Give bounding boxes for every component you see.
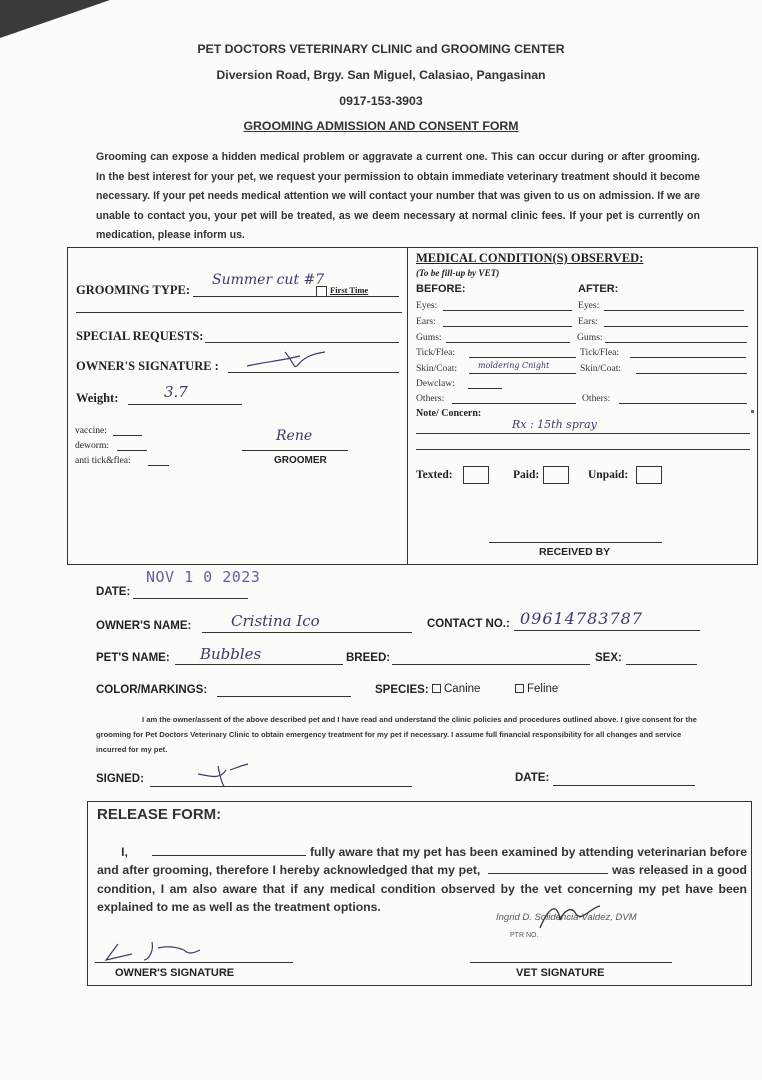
owner-release-signature-label: OWNER'S SIGNATURE [115, 967, 235, 979]
others-before-label: Others: [416, 393, 445, 404]
release-text-1: fully aware that my pet has been examined by attending veterinarian before and after grooming, therefore I hereby acknowledged that my pet, [97, 845, 747, 878]
clinic-address: Diversion Road, Brgy. San Miguel, Calasiao, Pangasinan [216, 68, 546, 82]
others-before-line[interactable] [452, 403, 576, 404]
color-markings-line[interactable] [217, 696, 351, 697]
owner-signature-label: OWNER'S SIGNATURE : [76, 359, 219, 373]
vaccine-label: vaccine: [75, 425, 107, 436]
anti-tick-label: anti tick&flea: [75, 455, 131, 466]
release-prefix: I, [121, 845, 128, 859]
contact-value: 09614783787 [520, 609, 643, 628]
pet-name-line[interactable] [175, 664, 343, 665]
before-gums-line[interactable] [446, 342, 570, 343]
before-eyes-label: Eyes: [416, 300, 438, 311]
weight-line[interactable] [128, 404, 242, 405]
owner-name-line[interactable] [202, 632, 412, 633]
texted-label: Texted: [416, 469, 453, 481]
after-tick-flea-label: Tick/Flea: [580, 347, 620, 358]
before-skin-coat-label: Skin/Coat: [416, 363, 458, 374]
paid-label: Paid: [513, 469, 540, 481]
weight-label: Weight: [76, 391, 119, 405]
grooming-type-label: GROOMING TYPE: [76, 283, 191, 297]
first-time-label: First Time [330, 285, 369, 295]
before-gums-label: Gums: [416, 332, 442, 343]
pet-name-value: Bubbles [200, 645, 262, 663]
pet-name-label: PET'S NAME: [96, 652, 170, 664]
grooming-type-value: Summer cut #7 [212, 272, 325, 288]
before-tick-flea-label: Tick/Flea: [416, 347, 456, 358]
note-line-1[interactable] [416, 433, 750, 434]
texted-checkbox[interactable] [463, 466, 489, 484]
sex-line[interactable] [626, 664, 697, 665]
note-concern-label: Note/ Concern: [416, 408, 482, 419]
intro-paragraph: Grooming can expose a hidden medical problem or aggravate a current one. This can occur during or after grooming. In the best interest for your pet, we request your permission to obtain immediate veterinary treatment should it become necessary. If your pet needs medical attention we will contact your number that was given to us on admission. If we are unable to contact you, your pet will be treated, as we deem necessary at normal clinic fees. If your pet is currently on medication, please inform us. [96, 151, 700, 242]
clinic-phone: 0917-153-3903 [339, 94, 423, 108]
after-ears-label: Ears: [578, 316, 598, 327]
sex-label: SEX: [595, 652, 622, 664]
release-text-2: was released in a good condition, I am also aware that if any medical condition observed by the vet concerning my pet have been explained to me as well as the treatment options. [97, 863, 747, 915]
release-title: RELEASE FORM: [97, 806, 222, 823]
before-label: BEFORE: [416, 283, 466, 295]
vet-signature-label: VET SIGNATURE [516, 967, 605, 979]
vet-signature-line[interactable] [470, 962, 672, 963]
dewclaw-line[interactable] [468, 388, 502, 389]
canine-label: Canine [444, 683, 481, 695]
box-divider [407, 247, 408, 565]
after-gums-label: Gums: [577, 332, 603, 343]
signed-date-label: DATE: [515, 772, 550, 784]
canine-checkbox[interactable] [432, 684, 441, 693]
unpaid-checkbox[interactable] [636, 466, 662, 484]
medical-condition-subtitle: (To be fill-up by VET) [416, 268, 500, 278]
before-skin-coat-line[interactable] [469, 373, 576, 374]
special-requests-line[interactable] [205, 342, 399, 343]
dewclaw-label: Dewclaw: [416, 378, 455, 389]
contact-line[interactable] [514, 630, 700, 631]
deworm-label: deworm: [75, 440, 110, 451]
form-title: GROOMING ADMISSION AND CONSENT FORM [243, 119, 519, 133]
vet-prc: PTR NO. [510, 932, 539, 939]
vet-signature-scribble-icon [536, 900, 606, 934]
before-ears-line[interactable] [443, 326, 572, 327]
others-after-label: Others: [582, 393, 611, 404]
after-ears-line[interactable] [604, 326, 748, 327]
owner-signature-scribble-icon [245, 344, 335, 374]
special-requests-label: SPECIAL REQUESTS: [76, 329, 204, 343]
vaccine-line[interactable] [113, 435, 142, 436]
breed-line[interactable] [392, 664, 590, 665]
feline-label: Feline [527, 683, 559, 695]
before-eyes-line[interactable] [443, 310, 572, 311]
after-skin-coat-line[interactable] [636, 373, 747, 374]
grooming-type-line-2 [76, 312, 402, 313]
groomer-line[interactable] [242, 450, 348, 451]
paid-checkbox[interactable] [543, 466, 569, 484]
signed-scribble-icon [196, 760, 256, 788]
received-by-label: RECEIVED BY [539, 546, 611, 558]
release-name-line[interactable] [152, 844, 306, 856]
date-label: DATE: [96, 586, 131, 598]
date-stamp: NOV 1 0 2023 [146, 568, 261, 586]
contact-label: CONTACT NO.: [427, 618, 510, 630]
breed-label: BREED: [346, 652, 391, 664]
groomer-name: Rene [276, 428, 313, 444]
owner-release-signature-line[interactable] [95, 962, 293, 963]
before-ears-label: Ears: [416, 316, 436, 327]
groomer-label: GROOMER [274, 455, 327, 466]
weight-value: 3.7 [164, 383, 188, 401]
unpaid-label: Unpaid: [588, 469, 629, 481]
scan-mark [751, 410, 754, 413]
after-eyes-label: Eyes: [578, 300, 600, 311]
first-time-checkbox[interactable] [316, 285, 368, 297]
date-line[interactable] [133, 598, 248, 599]
owner-name-value: Cristina Ico [231, 612, 320, 630]
skin-coat-value: moldering Cnight [478, 361, 550, 370]
consent-paragraph: I am the owner/assent of the above described pet and I have read and understand the clinic policies and procedures outlined above. I give consent for the grooming for Pet Doctors Veterinary Clinic to obtain emergency treatment for my pet if necessary. I assume full financial responsibility for all changes and service incurred for my pet. [96, 715, 697, 754]
species-label: SPECIES: [375, 684, 429, 696]
others-after-line[interactable] [619, 403, 747, 404]
medical-condition-title: MEDICAL CONDITION(S) OBSERVED: [416, 251, 644, 265]
signed-date-line[interactable] [553, 785, 695, 786]
page-corner-shadow [0, 0, 110, 40]
feline-option[interactable] [515, 683, 558, 695]
note-concern-value: Rx : 15th spray [512, 418, 597, 431]
color-markings-label: COLOR/MARKINGS: [96, 684, 208, 696]
clinic-name: PET DOCTORS VETERINARY CLINIC and GROOMING CENTER [197, 42, 565, 56]
received-by-line[interactable] [489, 542, 662, 543]
canine-option[interactable] [432, 683, 480, 695]
signed-label: SIGNED: [96, 773, 144, 785]
deworm-line[interactable] [117, 450, 147, 451]
after-gums-line[interactable] [605, 342, 747, 343]
after-label: AFTER: [578, 283, 619, 295]
after-skin-coat-label: Skin/Coat: [580, 363, 622, 374]
owner-name-label: OWNER'S NAME: [96, 620, 192, 632]
release-pet-line[interactable] [488, 862, 608, 874]
feline-checkbox[interactable] [515, 684, 524, 693]
after-eyes-line[interactable] [604, 310, 744, 311]
first-time-box[interactable] [316, 286, 327, 297]
before-tick-flea-line[interactable] [469, 357, 576, 358]
anti-tick-line[interactable] [148, 465, 169, 466]
note-line-2[interactable] [416, 449, 750, 450]
after-tick-flea-line[interactable] [630, 357, 746, 358]
release-paragraph [97, 843, 747, 917]
signed-line[interactable] [150, 786, 412, 787]
vet-name: Ingrid D. Solidencia-Valdez, DVM [496, 912, 637, 923]
